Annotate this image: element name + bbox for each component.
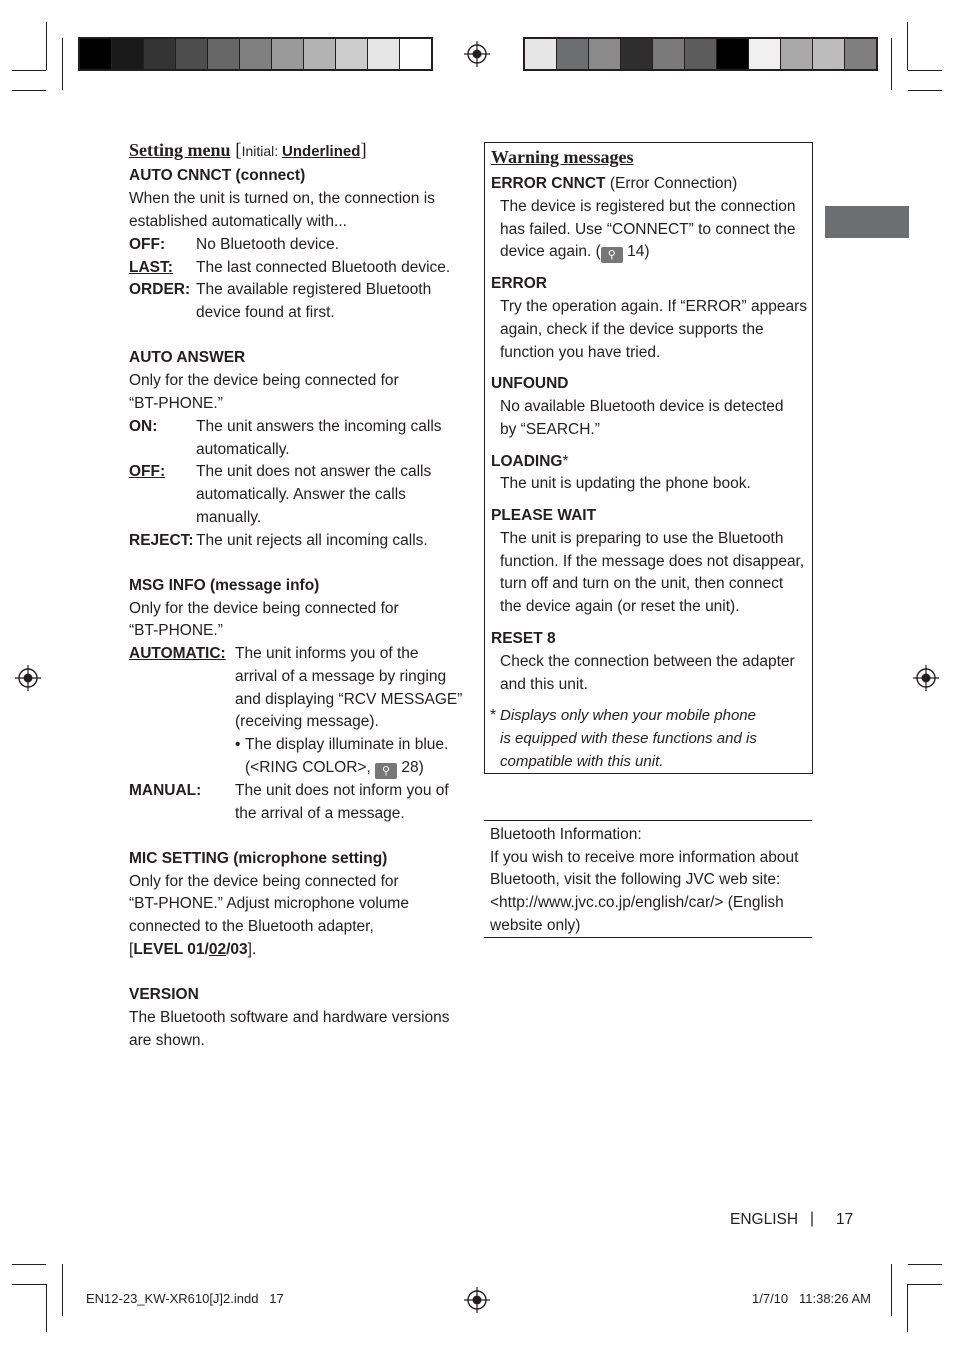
setting-menu-title: Setting menu [Initial: Underlined]	[129, 140, 367, 161]
bt-info-line: <http://www.jvc.co.jp/english/car/> (English	[490, 894, 784, 911]
page-number: 17	[836, 1211, 854, 1228]
color-swatch	[781, 39, 813, 69]
color-bar-left	[78, 37, 433, 71]
registration-mark-icon	[464, 41, 490, 67]
footer-language: ENGLISH	[730, 1211, 799, 1228]
color-swatch	[717, 39, 749, 69]
color-swatch	[845, 39, 876, 69]
auto-cnnct-heading: AUTO CNNCT (connect)	[129, 167, 306, 184]
color-swatch	[240, 39, 272, 69]
color-swatch	[304, 39, 336, 69]
footnote-line: compatible with this unit.	[500, 753, 664, 770]
color-swatch	[557, 39, 589, 69]
bt-info-line: website only)	[490, 917, 581, 934]
version-heading: VERSION	[129, 986, 199, 1003]
setting-menu-heading: Setting menu	[129, 140, 231, 160]
color-swatch	[400, 39, 431, 69]
bt-info-line: Bluetooth, visit the following JVC web site:	[490, 871, 781, 888]
divider	[484, 820, 812, 821]
auto-cnnct-desc-1: When the unit is turned on, the connection is	[129, 190, 435, 207]
registration-mark-icon	[464, 1287, 490, 1313]
footnote-mark: *	[490, 707, 497, 724]
please-wait-heading: PLEASE WAIT	[491, 507, 597, 524]
error-heading: ERROR	[491, 275, 547, 292]
color-swatch	[176, 39, 208, 69]
color-swatch	[112, 39, 144, 69]
loading-heading: LOADING*	[491, 453, 569, 470]
registration-mark-icon	[913, 665, 939, 691]
color-swatch	[144, 39, 176, 69]
color-swatch	[272, 39, 304, 69]
color-swatch	[336, 39, 368, 69]
footnote-line: is equipped with these functions and is	[500, 730, 757, 747]
mic-setting-heading: MIC SETTING (microphone setting)	[129, 850, 388, 867]
footnote-line: Displays only when your mobile phone	[500, 707, 756, 724]
color-swatch	[525, 39, 557, 69]
color-swatch	[589, 39, 621, 69]
language-tab	[825, 206, 909, 238]
color-swatch	[685, 39, 717, 69]
color-swatch	[749, 39, 781, 69]
color-swatch	[208, 39, 240, 69]
registration-mark-icon	[15, 665, 41, 691]
auto-cnnct-desc-2: established automatically with...	[129, 213, 347, 230]
msg-info-heading: MSG INFO (message info)	[129, 577, 320, 594]
magnifier-icon: ⚲	[375, 763, 397, 779]
color-swatch	[813, 39, 845, 69]
reset-heading: RESET 8	[491, 630, 556, 647]
color-swatch	[368, 39, 400, 69]
mic-level: [LEVEL 01/02/03].	[129, 941, 257, 958]
unfound-heading: UNFOUND	[491, 375, 569, 392]
bt-info-line: Bluetooth Information:	[490, 826, 642, 843]
date-info: 1/7/10 11:38:26 AM	[752, 1291, 872, 1306]
warning-messages-title: Warning messages	[491, 147, 634, 167]
color-swatch	[621, 39, 653, 69]
auto-answer-heading: AUTO ANSWER	[129, 349, 246, 366]
footer-separator: |	[810, 1210, 815, 1227]
divider	[484, 937, 812, 938]
magnifier-icon: ⚲	[601, 247, 623, 263]
color-swatch	[80, 39, 112, 69]
color-swatch	[653, 39, 685, 69]
file-info: EN12-23_KW-XR610[J]2.indd 17	[86, 1291, 284, 1306]
bt-info-line: If you wish to receive more information about	[490, 849, 799, 866]
error-cnnct-heading: ERROR CNNCT (Error Connection)	[491, 175, 738, 192]
color-bar-right	[523, 37, 878, 71]
